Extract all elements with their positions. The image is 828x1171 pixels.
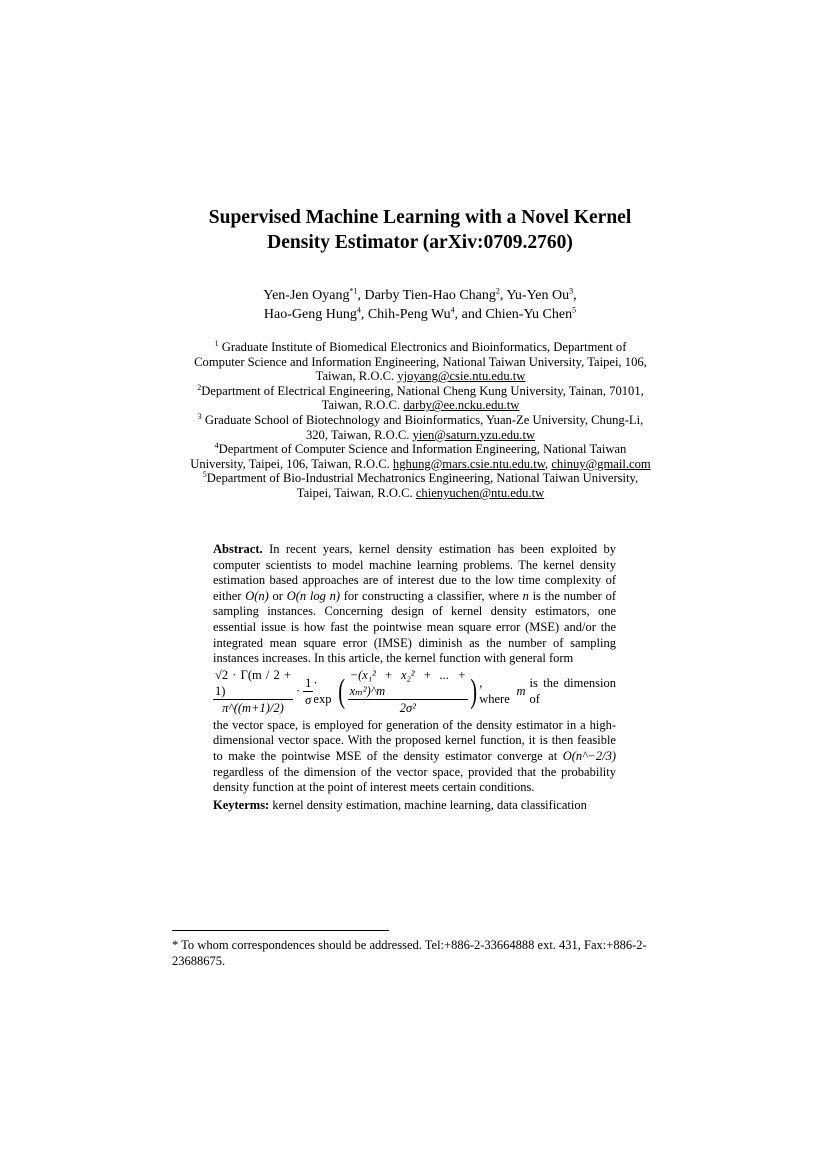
footnote-rule (172, 930, 389, 931)
author-3-sup: 3 (569, 286, 574, 296)
affiliation-3 (188, 413, 653, 442)
affiliation-4 (188, 442, 653, 471)
formula-tail: is the dimension of (529, 676, 616, 706)
author-2-sup: 2 (495, 286, 500, 296)
abstract-text: the vector space, is employed for generation of the density estimator in a high-dimensional vector space. With the proposed kernel function, it is then feasible to make the pointwise MSE of the density estimator converge at (213, 717, 616, 763)
affil-sup: 4 (214, 440, 219, 450)
formula-frac-1 (213, 667, 293, 716)
abstract-para-1 (213, 542, 616, 667)
author-4: Hao-Geng Hung (263, 307, 357, 322)
email-link[interactable]: yien@saturn.yzu.edu.tw (412, 427, 536, 442)
abstract-text: or (268, 588, 287, 603)
formula-den: 2σ² (399, 701, 416, 716)
email-sep: , (545, 456, 552, 471)
formula-num: −(x₁² + x₂² + ... + xₘ²)^m (349, 668, 466, 699)
email-link[interactable]: hghung@mars.csie.ntu.edu.tw (392, 456, 546, 471)
formula-frac-3 (348, 667, 468, 716)
formula-den: π^((m+1)/2) (222, 701, 284, 716)
formula-exp: · exp (313, 676, 332, 706)
abstract-text: In recent years, kernel density estimation has been exploited by computer scientists to model machine learning problems. The kernel density estimation based approaches are of interest due to the low time complexity of either (213, 542, 616, 603)
affil-sup: 3 (197, 411, 202, 421)
email-link[interactable]: chienyuchen@ntu.edu.tw (415, 485, 545, 500)
math-rate: O(n^−2/3) (562, 748, 616, 763)
abstract-label: Abstract. (213, 542, 263, 556)
abstract-text: for constructing a classifier, where (340, 588, 523, 603)
affil-text: Department of Computer Science and Information Engineering, National Taiwan University, Taipei, 106, Taiwan, R.O.C. (190, 442, 627, 471)
kernel-formula: $\frac{√2 \cdot \Gamma(m / 2 + 1)}{\pi\^{}((m+1)/2)}$ · $\frac{1}{\sigma}$ · exp ( $\frac{\text{−(x₁² + x₂² + ... + xₘ²)\textasciicircum{}m}}{\text{2σ²}}$ ) , where m is the dimension of (215, 668, 616, 716)
author-1-sup: *1 (349, 286, 358, 296)
abstract-text: is the number of sampling instances. Concerning design of kernel density estimators, one essential issue is how fast the pointwise mean square error (MSE) and/or the integrated mean square error (IMSE) diminish as the number of sampling instances increases. In this article, the kernel function with general form (213, 588, 616, 666)
author-2: , Darby Tien-Hao Chang (357, 288, 496, 303)
author-5-sup: 4 (450, 305, 455, 315)
author-6-sup: 5 (572, 305, 577, 315)
keyterms-text: kernel density estimation, machine learning, data classification (269, 798, 587, 812)
abstract-para-2 (213, 718, 616, 796)
affil-text: Graduate School of Biotechnology and Bioinformatics, Yuan-Ze University, Chung-Li, 320, Taiwan, R.O.C. (204, 412, 644, 442)
email-link-2[interactable]: chinuy@gmail.com (551, 456, 651, 471)
abstract-text: regardless of the dimension of the vector space, provided that the probability density function at the point of interest meets certain conditions. (213, 764, 616, 795)
email-link[interactable]: darby@ee.ncku.edu.tw (403, 398, 520, 413)
author-6: , and Chien-Yu Chen (454, 307, 573, 322)
affil-text: Department of Electrical Engineering, National Cheng Kung University, Tainan, 70101, Taiwan, R.O.C. (201, 383, 644, 413)
affil-text: Department of Bio-Industrial Mechatronics Engineering, National Taiwan University, Taipei, Taiwan, R.O.C. (206, 471, 639, 500)
affiliation-5 (188, 471, 653, 500)
formula-den: σ (305, 693, 312, 708)
email-link[interactable]: yjoyang@csie.ntu.edu.tw (397, 369, 526, 384)
formula-num: 1 (305, 676, 312, 691)
title-line-2: Density Estimator (arXiv:0709.2760) (267, 232, 573, 253)
affiliation-1 (188, 340, 653, 384)
keyterms (213, 798, 616, 814)
formula-frac-2 (303, 675, 313, 708)
affil-sup: 5 (202, 470, 207, 480)
keyterms-label: Keyterms: (213, 798, 270, 812)
math-onlogn: O(n log n) (286, 588, 340, 603)
author-4-sup: 4 (356, 305, 361, 315)
math-on: O(n) (245, 588, 269, 603)
affiliation-2 (188, 384, 653, 413)
math-n: n (522, 588, 529, 603)
footnote: * To whom correspondences should be addressed. Tel:+886-2-33664888 ext. 431, Fax:+886-2-23688675. (172, 938, 647, 968)
math-m: m (516, 683, 526, 698)
formula-num: √2 · Γ(m / 2 + 1) (215, 668, 291, 699)
author-sep: , (573, 288, 577, 303)
author-list (180, 286, 660, 324)
author-3: , Yu-Yen Ou (499, 288, 570, 303)
title-line-1: Supervised Machine Learning with a Novel Kernel (208, 207, 632, 228)
affil-sup: 2 (197, 382, 202, 392)
abstract (213, 542, 616, 796)
author-1: Yen-Jen Oyang (263, 288, 350, 303)
affiliations (188, 340, 653, 501)
formula-tail: , where (479, 676, 510, 706)
author-5: , Chih-Peng Wu (360, 307, 451, 322)
affil-text: Graduate Institute of Biomedical Electronics and Bioinformatics, Department of Computer Science and Information Engineering, National Taiwan University, Taipei, 106, Taiwan, R.O.C. (194, 340, 647, 384)
paper-title (160, 205, 680, 255)
affil-sup: 1 (214, 338, 219, 348)
